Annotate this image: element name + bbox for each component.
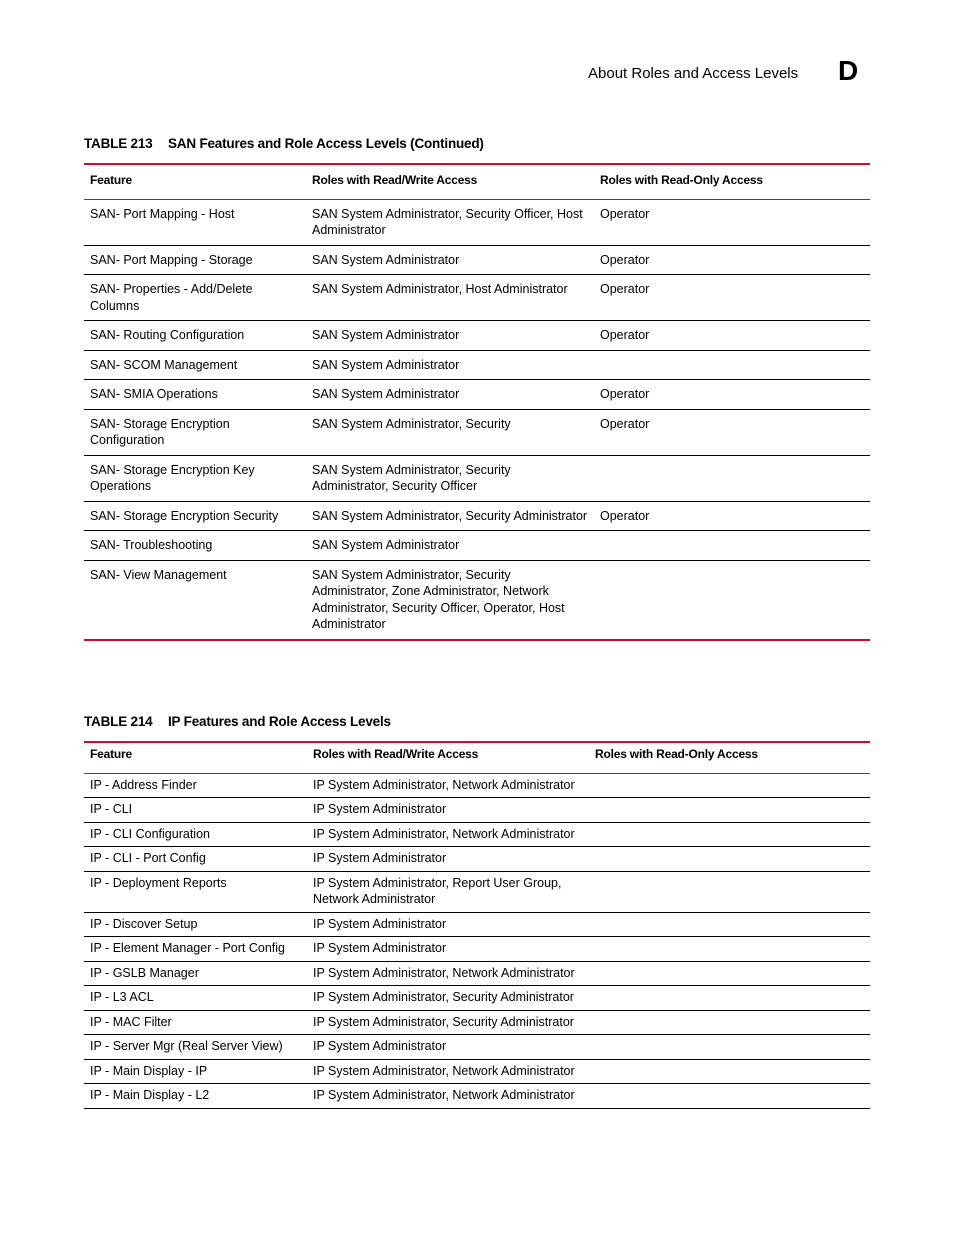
read-only-cell — [589, 961, 870, 986]
table-row — [84, 1059, 870, 1084]
appendix-letter: D — [838, 55, 859, 86]
read-only-cell: Operator — [594, 321, 870, 351]
read-only-cell: Operator — [594, 275, 870, 321]
table-header-row — [84, 742, 870, 773]
read-write-cell: IP System Administrator, Network Administrator — [307, 1084, 589, 1109]
feature-cell: SAN- Troubleshooting — [84, 531, 306, 561]
feature-cell: IP - GSLB Manager — [84, 961, 307, 986]
feature-cell: IP - Server Mgr (Real Server View) — [84, 1035, 307, 1060]
read-write-cell: IP System Administrator, Security Administrator — [307, 986, 589, 1011]
read-only-cell — [589, 798, 870, 823]
column-header-feature: Feature — [84, 164, 306, 199]
read-only-cell — [589, 1010, 870, 1035]
column-header-feature: Feature — [84, 742, 307, 773]
read-write-cell: IP System Administrator, Report User Group, Network Administrator — [307, 871, 589, 912]
table-213 — [84, 163, 870, 641]
feature-cell: SAN- Storage Encryption Configuration — [84, 409, 306, 455]
read-write-cell: IP System Administrator — [307, 847, 589, 872]
read-write-cell: IP System Administrator, Network Administrator — [307, 961, 589, 986]
feature-cell: IP - MAC Filter — [84, 1010, 307, 1035]
table-row — [84, 321, 870, 351]
read-write-cell: IP System Administrator, Network Administrator — [307, 773, 589, 798]
table-214-number: TABLE 214 — [84, 714, 153, 729]
feature-cell: IP - Main Display - IP — [84, 1059, 307, 1084]
read-write-cell: SAN System Administrator, Security Administrator, Zone Administrator, Network Administrator, Security Officer, Operator, Host Administrator — [306, 560, 594, 640]
read-write-cell: IP System Administrator, Network Administrator — [307, 1059, 589, 1084]
read-write-cell: IP System Administrator, Security Administrator — [307, 1010, 589, 1035]
feature-cell: SAN- SCOM Management — [84, 350, 306, 380]
feature-cell: IP - Main Display - L2 — [84, 1084, 307, 1109]
read-only-cell — [589, 1035, 870, 1060]
table-row — [84, 937, 870, 962]
read-write-cell: IP System Administrator — [307, 912, 589, 937]
read-write-cell: IP System Administrator — [307, 937, 589, 962]
table-row — [84, 1010, 870, 1035]
feature-cell: IP - Deployment Reports — [84, 871, 307, 912]
read-only-cell — [589, 912, 870, 937]
read-write-cell: SAN System Administrator, Security Officer, Host Administrator — [306, 199, 594, 245]
read-write-cell: SAN System Administrator — [306, 245, 594, 275]
feature-cell: SAN- Port Mapping - Host — [84, 199, 306, 245]
table-row — [84, 275, 870, 321]
read-only-cell — [589, 937, 870, 962]
table-row — [84, 871, 870, 912]
table-row — [84, 798, 870, 823]
table-214 — [84, 741, 870, 1109]
table-row — [84, 380, 870, 410]
read-only-cell — [589, 1084, 870, 1109]
read-only-cell — [589, 822, 870, 847]
table-row — [84, 822, 870, 847]
feature-cell: IP - Address Finder — [84, 773, 307, 798]
feature-cell: SAN- Routing Configuration — [84, 321, 306, 351]
table-row — [84, 961, 870, 986]
table-row — [84, 245, 870, 275]
table-row — [84, 1035, 870, 1060]
read-only-cell — [589, 847, 870, 872]
running-header-title: About Roles and Access Levels — [588, 65, 799, 82]
feature-cell: SAN- Storage Encryption Security — [84, 501, 306, 531]
read-only-cell: Operator — [594, 501, 870, 531]
table-213-number: TABLE 213 — [84, 136, 153, 151]
table-214-title: IP Features and Role Access Levels — [168, 714, 391, 729]
read-write-cell: SAN System Administrator — [306, 531, 594, 561]
feature-cell: IP - CLI — [84, 798, 307, 823]
read-write-cell: SAN System Administrator, Security — [306, 409, 594, 455]
table-row — [84, 773, 870, 798]
table-row — [84, 199, 870, 245]
table-header-row — [84, 164, 870, 199]
table-row — [84, 531, 870, 561]
feature-cell: IP - Element Manager - Port Config — [84, 937, 307, 962]
read-only-cell — [594, 455, 870, 501]
column-header-read-write: Roles with Read/Write Access — [307, 742, 589, 773]
column-header-read-only: Roles with Read-Only Access — [594, 164, 870, 199]
table-row — [84, 560, 870, 640]
read-write-cell: SAN System Administrator, Security Administrator — [306, 501, 594, 531]
feature-cell: IP - CLI - Port Config — [84, 847, 307, 872]
feature-cell: SAN- Port Mapping - Storage — [84, 245, 306, 275]
feature-cell: SAN- Storage Encryption Key Operations — [84, 455, 306, 501]
read-only-cell — [589, 773, 870, 798]
read-only-cell — [589, 1059, 870, 1084]
feature-cell: SAN- SMIA Operations — [84, 380, 306, 410]
table-row — [84, 1084, 870, 1109]
read-only-cell: Operator — [594, 409, 870, 455]
read-only-cell — [594, 560, 870, 640]
column-header-read-only: Roles with Read-Only Access — [589, 742, 870, 773]
feature-cell: IP - Discover Setup — [84, 912, 307, 937]
read-write-cell: SAN System Administrator, Host Administrator — [306, 275, 594, 321]
read-only-cell — [589, 871, 870, 912]
read-write-cell: IP System Administrator — [307, 1035, 589, 1060]
table-214-caption — [84, 714, 391, 729]
table-row — [84, 912, 870, 937]
table-row — [84, 847, 870, 872]
table-row — [84, 350, 870, 380]
read-only-cell — [589, 986, 870, 1011]
feature-cell: IP - CLI Configuration — [84, 822, 307, 847]
feature-cell: SAN- View Management — [84, 560, 306, 640]
read-only-cell — [594, 350, 870, 380]
read-only-cell — [594, 531, 870, 561]
read-write-cell: IP System Administrator, Network Administrator — [307, 822, 589, 847]
feature-cell: IP - L3 ACL — [84, 986, 307, 1011]
read-only-cell: Operator — [594, 245, 870, 275]
read-write-cell: SAN System Administrator — [306, 380, 594, 410]
table-213-caption — [84, 136, 484, 151]
table-row — [84, 986, 870, 1011]
feature-cell: SAN- Properties - Add/Delete Columns — [84, 275, 306, 321]
read-write-cell: SAN System Administrator — [306, 321, 594, 351]
column-header-read-write: Roles with Read/Write Access — [306, 164, 594, 199]
table-row — [84, 501, 870, 531]
read-only-cell: Operator — [594, 199, 870, 245]
read-write-cell: SAN System Administrator — [306, 350, 594, 380]
table-row — [84, 409, 870, 455]
read-write-cell: SAN System Administrator, Security Administrator, Security Officer — [306, 455, 594, 501]
table-213-title: SAN Features and Role Access Levels (Continued) — [168, 136, 484, 151]
table-row — [84, 455, 870, 501]
read-write-cell: IP System Administrator — [307, 798, 589, 823]
read-only-cell: Operator — [594, 380, 870, 410]
